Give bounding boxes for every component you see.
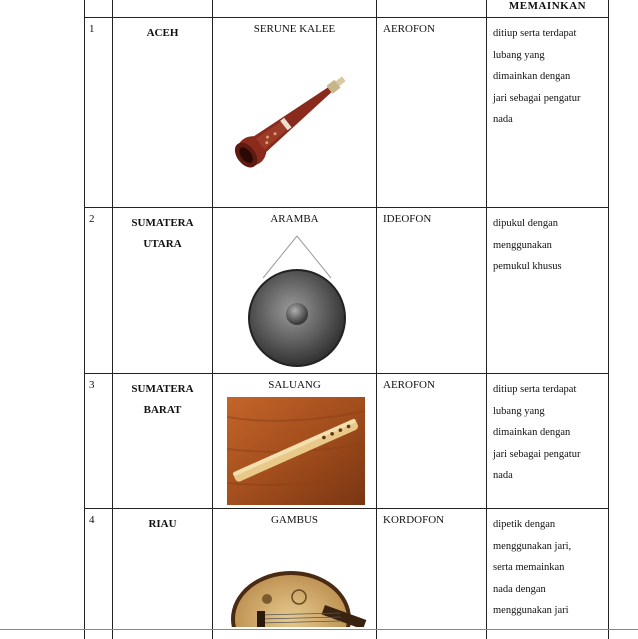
province-name: RIAU: [148, 518, 177, 530]
table-row: [84, 18, 609, 208]
province-name: SUMATERA UTARA: [131, 217, 194, 250]
serune-kalee-icon: [223, 46, 363, 196]
instrument-name: SERUNE KALEE: [253, 23, 336, 35]
instrument-class: KORDOFON: [383, 514, 445, 526]
instrument-name: SALUANG: [268, 379, 321, 391]
gong-icon: [241, 230, 351, 370]
saluang-flute-icon: [227, 397, 365, 505]
instrument-name: ARAMBA: [270, 213, 319, 225]
table-row: [84, 509, 609, 639]
row-number: 2: [89, 213, 95, 225]
header-how-to-play: MEMAINKAN: [508, 0, 587, 12]
how-to-play: dipetik dengan menggunakan jari, serta memainkan nada dengan menggunakan jari: [493, 519, 572, 616]
row-number: 3: [89, 379, 95, 391]
table-header-row: [84, 0, 609, 18]
row-number: 4: [89, 514, 95, 526]
instrument-class: IDEOFON: [383, 213, 432, 225]
instrument-name: GAMBUS: [270, 514, 319, 526]
province-name: SUMATERA BARAT: [131, 383, 194, 416]
table-row: [84, 374, 609, 509]
instrument-class: AEROFON: [383, 23, 435, 35]
instrument-class: AEROFON: [383, 379, 435, 391]
province-name: ACEH: [146, 27, 179, 39]
gambus-lute-icon: [229, 547, 369, 627]
how-to-play: dipukul dengan menggunakan pemukul khusus: [493, 218, 562, 272]
how-to-play: ditiup serta terdapat lubang yang dimainkan dengan jari sebagai pengatur nada: [493, 384, 581, 481]
how-to-play: ditiup serta terdapat lubang yang dimainkan dengan jari sebagai pengatur nada: [493, 28, 581, 125]
row-number: 1: [89, 23, 95, 35]
table-row: [84, 208, 609, 374]
